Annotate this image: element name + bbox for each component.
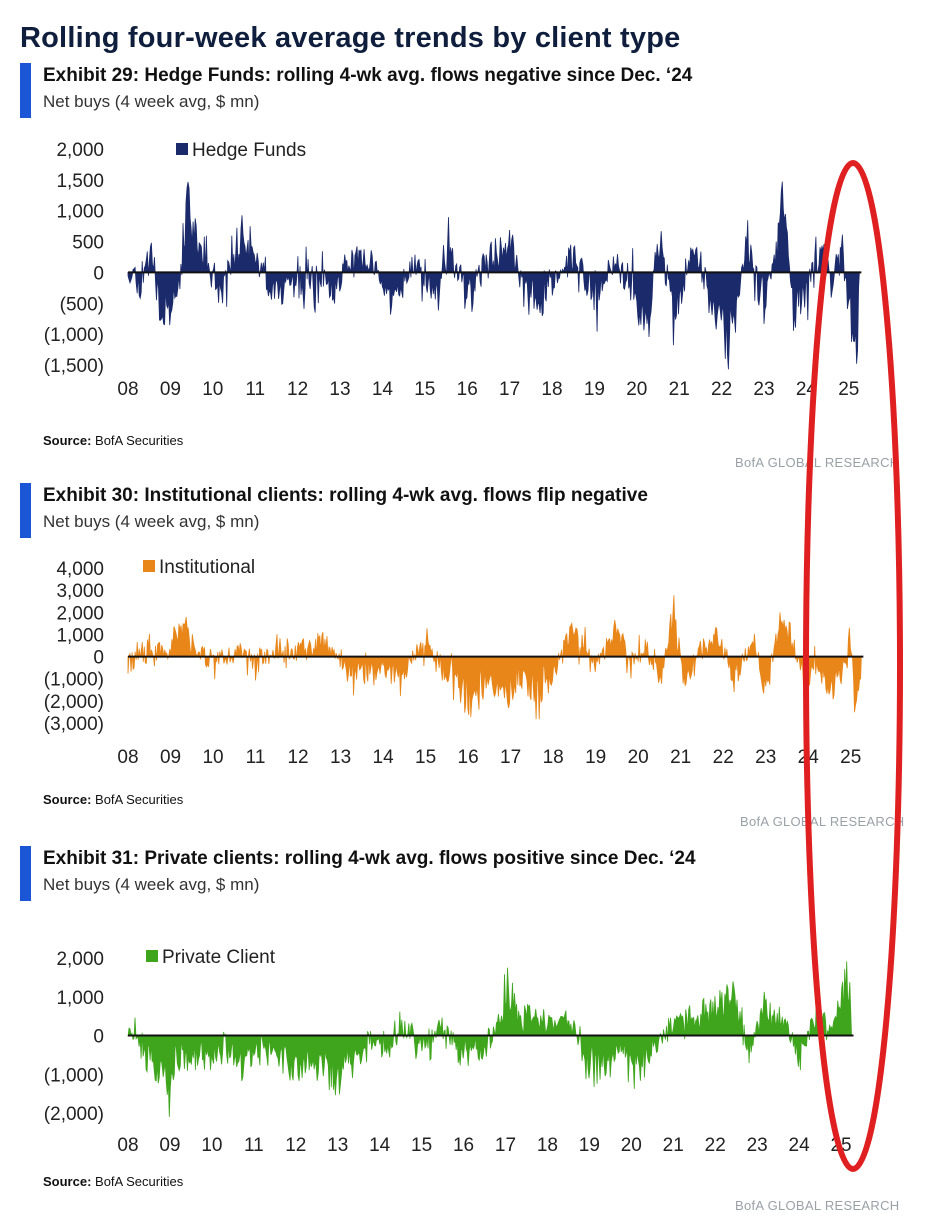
- source-value: BofA Securities: [95, 792, 184, 807]
- y-tick-label: 2,000: [56, 949, 104, 970]
- x-tick-label: 12: [287, 747, 309, 768]
- x-tick-label: 18: [536, 1135, 558, 1156]
- source-note: [43, 792, 183, 807]
- x-tick-label: 09: [159, 379, 181, 400]
- source-label: Source:: [43, 792, 92, 807]
- x-tick-label: 13: [327, 1135, 349, 1156]
- y-tick-label: 0: [93, 1026, 104, 1048]
- y-tick-label: 1,000: [56, 625, 104, 647]
- x-tick-label: 20: [620, 1135, 642, 1156]
- y-tick-label: 2,000: [56, 140, 104, 161]
- exhibit-subtitle: Net buys (4 week avg, $ mn): [43, 92, 260, 111]
- x-tick-label: 08: [117, 747, 139, 768]
- x-tick-label: 10: [202, 379, 224, 400]
- x-tick-label: 21: [670, 747, 692, 768]
- y-tick-label: 2,000: [56, 603, 104, 625]
- y-tick-label: (3,000): [43, 714, 104, 735]
- legend-label: Private Client: [162, 947, 275, 968]
- y-tick-label: (1,000): [43, 669, 104, 691]
- y-tick-label: 500: [72, 232, 104, 254]
- source-value: BofA Securities: [95, 433, 184, 448]
- y-tick-label: (500): [59, 294, 104, 316]
- x-tick-label: 17: [494, 1135, 517, 1156]
- x-tick-label: 10: [202, 747, 224, 768]
- x-tick-label: 09: [159, 747, 182, 768]
- x-tick-label: 25: [830, 1135, 852, 1156]
- exhibit-private-clients: [0, 846, 937, 1227]
- x-tick-label: 23: [746, 1135, 768, 1156]
- x-tick-label: 15: [414, 379, 436, 400]
- x-tick-label: 11: [243, 1135, 264, 1156]
- x-tick-label: 16: [452, 1135, 475, 1156]
- x-tick-label: 14: [371, 379, 393, 400]
- page-title: Rolling four-week average trends by client type: [20, 22, 681, 54]
- x-tick-label: 16: [456, 379, 478, 400]
- x-tick-label: 25: [838, 379, 860, 400]
- x-tick-label: 13: [329, 379, 351, 400]
- x-tick-label: 20: [627, 747, 649, 768]
- source-note: [43, 433, 183, 448]
- y-tick-label: 1,500: [56, 170, 104, 192]
- y-tick-label: 1,000: [56, 201, 104, 223]
- chart-svg: [0, 938, 937, 1168]
- source-label: Source:: [43, 433, 92, 448]
- chart-hedge-funds: [0, 133, 937, 473]
- x-tick-label: 22: [711, 379, 733, 400]
- legend-swatch: [176, 143, 188, 155]
- x-tick-label: 18: [541, 379, 563, 400]
- x-tick-label: 22: [704, 1135, 726, 1156]
- legend-label: Institutional: [159, 558, 256, 578]
- series-area: [128, 182, 859, 370]
- exhibit-institutional: [0, 483, 937, 843]
- x-tick-label: 25: [840, 747, 862, 768]
- x-tick-label: 19: [585, 747, 607, 768]
- x-tick-label: 11: [245, 379, 266, 400]
- x-tick-label: 23: [755, 747, 777, 768]
- research-label: BofA GLOBAL RESEARCH: [735, 1198, 900, 1213]
- x-tick-label: 14: [369, 1135, 391, 1156]
- x-tick-label: 13: [330, 747, 352, 768]
- chart-svg: [0, 558, 937, 778]
- x-tick-label: 19: [578, 1135, 600, 1156]
- y-tick-label: (1,000): [43, 1065, 104, 1087]
- x-tick-label: 21: [668, 379, 690, 400]
- x-tick-label: 10: [201, 1135, 223, 1156]
- exhibit-subtitle: Net buys (4 week avg, $ mn): [43, 512, 260, 531]
- x-tick-label: 19: [583, 379, 605, 400]
- y-tick-label: 0: [93, 647, 104, 669]
- x-tick-label: 14: [372, 747, 394, 768]
- y-tick-label: 4,000: [56, 559, 104, 580]
- x-tick-label: 11: [245, 747, 266, 768]
- exhibit-accent-bar: [20, 63, 31, 118]
- x-tick-label: 15: [415, 747, 437, 768]
- source-note: [43, 1174, 183, 1189]
- exhibit-subtitle: Net buys (4 week avg, $ mn): [43, 875, 260, 894]
- source-value: BofA Securities: [95, 1174, 184, 1189]
- exhibit-accent-bar: [20, 483, 31, 538]
- x-tick-label: 17: [500, 747, 522, 768]
- x-tick-label: 24: [797, 747, 819, 768]
- y-tick-label: (2,000): [43, 691, 104, 713]
- x-tick-label: 24: [788, 1135, 810, 1156]
- exhibit-title: Exhibit 31: Private clients: rolling 4-wk avg. flows positive since Dec. ‘24: [43, 848, 696, 869]
- legend-swatch: [146, 950, 158, 962]
- chart-svg: [0, 133, 937, 473]
- y-tick-label: (2,000): [43, 1104, 104, 1125]
- x-tick-label: 12: [287, 379, 309, 400]
- y-tick-label: (1,000): [43, 325, 104, 347]
- y-tick-label: 0: [93, 263, 104, 285]
- legend-label: Hedge Funds: [192, 140, 307, 161]
- research-label: BofA GLOBAL RESEARCH: [735, 455, 900, 470]
- x-tick-label: 20: [626, 379, 648, 400]
- y-tick-label: 3,000: [56, 581, 104, 603]
- x-tick-label: 08: [117, 379, 139, 400]
- x-tick-label: 08: [117, 1135, 139, 1156]
- x-tick-label: 24: [795, 379, 817, 400]
- chart-institutional: [0, 558, 937, 778]
- x-tick-label: 18: [542, 747, 564, 768]
- exhibit-accent-bar: [20, 846, 31, 901]
- x-tick-label: 09: [159, 1135, 181, 1156]
- y-tick-label: (1,500): [43, 356, 104, 377]
- exhibit-title: Exhibit 29: Hedge Funds: rolling 4-wk avg. flows negative since Dec. ‘24: [43, 65, 693, 86]
- x-tick-label: 12: [285, 1135, 307, 1156]
- x-tick-label: 21: [662, 1135, 684, 1156]
- source-label: Source:: [43, 1174, 92, 1189]
- x-tick-label: 16: [457, 747, 479, 768]
- x-tick-label: 22: [712, 747, 734, 768]
- x-tick-label: 17: [499, 379, 521, 400]
- exhibit-title: Exhibit 30: Institutional clients: rolling 4-wk avg. flows flip negative: [43, 485, 648, 506]
- legend-swatch: [143, 560, 155, 572]
- research-label: BofA GLOBAL RESEARCH: [740, 814, 905, 829]
- chart-private-clients: [0, 938, 937, 1168]
- exhibit-hedge-funds: [0, 63, 937, 483]
- x-tick-label: 15: [411, 1135, 433, 1156]
- x-tick-label: 23: [753, 379, 775, 400]
- y-tick-label: 1,000: [56, 987, 104, 1009]
- series-area: [128, 961, 852, 1117]
